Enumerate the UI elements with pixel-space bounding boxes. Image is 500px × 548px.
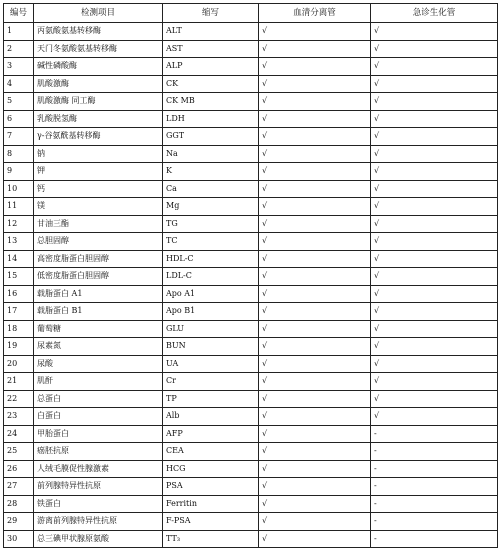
cell-number: 23: [4, 408, 34, 426]
cell-abbreviation: Apo B1: [163, 303, 259, 321]
table-row: [4, 285, 498, 303]
cell-number: 30: [4, 530, 34, 548]
cell-test-item: 肌酸激酶 同工酶: [34, 93, 163, 111]
table-row: [4, 250, 498, 268]
cell-emergency-tube-mark: -: [371, 513, 498, 531]
cell-number: 15: [4, 268, 34, 286]
table-row: [4, 93, 498, 111]
cell-emergency-tube-mark: √: [371, 198, 498, 216]
table-row: [4, 408, 498, 426]
cell-abbreviation: Na: [163, 145, 259, 163]
cell-emergency-tube-mark: √: [371, 215, 498, 233]
cell-abbreviation: HDL-C: [163, 250, 259, 268]
cell-emergency-tube-mark: -: [371, 443, 498, 461]
cell-serum-tube-mark: √: [259, 530, 371, 548]
header-test-item: 检测项目: [34, 4, 163, 23]
cell-serum-tube-mark: √: [259, 338, 371, 356]
cell-abbreviation: Alb: [163, 408, 259, 426]
table-row: [4, 390, 498, 408]
cell-test-item: 总蛋白: [34, 390, 163, 408]
table-row: [4, 530, 498, 548]
cell-test-item: 碱性磷酸酶: [34, 58, 163, 76]
cell-serum-tube-mark: √: [259, 180, 371, 198]
cell-emergency-tube-mark: √: [371, 180, 498, 198]
cell-test-item: 癌胚抗原: [34, 443, 163, 461]
cell-serum-tube-mark: √: [259, 408, 371, 426]
cell-serum-tube-mark: √: [259, 215, 371, 233]
cell-abbreviation: K: [163, 163, 259, 181]
cell-number: 13: [4, 233, 34, 251]
cell-test-item: 载脂蛋白 B1: [34, 303, 163, 321]
cell-emergency-tube-mark: √: [371, 110, 498, 128]
cell-emergency-tube-mark: √: [371, 40, 498, 58]
cell-serum-tube-mark: √: [259, 478, 371, 496]
cell-number: 2: [4, 40, 34, 58]
cell-abbreviation: Ferritin: [163, 495, 259, 513]
cell-number: 18: [4, 320, 34, 338]
cell-serum-tube-mark: √: [259, 128, 371, 146]
table-row: [4, 145, 498, 163]
cell-emergency-tube-mark: √: [371, 163, 498, 181]
cell-test-item: 钾: [34, 163, 163, 181]
table-row: [4, 180, 498, 198]
cell-abbreviation: CEA: [163, 443, 259, 461]
cell-emergency-tube-mark: √: [371, 233, 498, 251]
table-header-row: [4, 4, 498, 23]
table-row: [4, 373, 498, 391]
table-row: [4, 320, 498, 338]
cell-test-item: 乳酸脱氢酶: [34, 110, 163, 128]
cell-abbreviation: ALP: [163, 58, 259, 76]
cell-abbreviation: TT₃: [163, 530, 259, 548]
table-row: [4, 40, 498, 58]
cell-test-item: 天门冬氨酸氨基转移酶: [34, 40, 163, 58]
cell-test-item: 人绒毛膜促性腺激素: [34, 460, 163, 478]
cell-abbreviation: LDL-C: [163, 268, 259, 286]
cell-abbreviation: Cr: [163, 373, 259, 391]
cell-test-item: 前列腺特异性抗原: [34, 478, 163, 496]
cell-serum-tube-mark: √: [259, 93, 371, 111]
cell-serum-tube-mark: √: [259, 58, 371, 76]
cell-number: 11: [4, 198, 34, 216]
cell-test-item: 肌酐: [34, 373, 163, 391]
table-row: [4, 303, 498, 321]
table-row: [4, 58, 498, 76]
table-row: [4, 478, 498, 496]
cell-emergency-tube-mark: √: [371, 285, 498, 303]
cell-abbreviation: F-PSA: [163, 513, 259, 531]
cell-serum-tube-mark: √: [259, 390, 371, 408]
cell-number: 9: [4, 163, 34, 181]
table-row: [4, 23, 498, 41]
cell-emergency-tube-mark: √: [371, 320, 498, 338]
cell-test-item: 白蛋白: [34, 408, 163, 426]
cell-number: 14: [4, 250, 34, 268]
cell-serum-tube-mark: √: [259, 373, 371, 391]
cell-number: 3: [4, 58, 34, 76]
cell-serum-tube-mark: √: [259, 145, 371, 163]
header-number: 编号: [4, 4, 34, 23]
table-row: [4, 163, 498, 181]
cell-test-item: γ-谷氨酰基转移酶: [34, 128, 163, 146]
document-page: [3, 3, 497, 548]
cell-emergency-tube-mark: √: [371, 58, 498, 76]
cell-serum-tube-mark: √: [259, 110, 371, 128]
cell-abbreviation: GLU: [163, 320, 259, 338]
cell-number: 17: [4, 303, 34, 321]
table-row: [4, 513, 498, 531]
cell-emergency-tube-mark: √: [371, 303, 498, 321]
cell-emergency-tube-mark: √: [371, 408, 498, 426]
cell-number: 27: [4, 478, 34, 496]
cell-serum-tube-mark: √: [259, 460, 371, 478]
cell-abbreviation: PSA: [163, 478, 259, 496]
cell-emergency-tube-mark: -: [371, 495, 498, 513]
cell-abbreviation: HCG: [163, 460, 259, 478]
cell-test-item: 肌酸激酶: [34, 75, 163, 93]
cell-number: 26: [4, 460, 34, 478]
cell-number: 19: [4, 338, 34, 356]
header-emergency-biochem-tube: 急诊生化管: [371, 4, 498, 23]
table-row: [4, 495, 498, 513]
table-row: [4, 425, 498, 443]
cell-serum-tube-mark: √: [259, 495, 371, 513]
cell-number: 16: [4, 285, 34, 303]
table-row: [4, 128, 498, 146]
cell-test-item: 总胆固醇: [34, 233, 163, 251]
cell-test-item: 载脂蛋白 A1: [34, 285, 163, 303]
cell-test-item: 尿素氮: [34, 338, 163, 356]
cell-test-item: 丙氨酸氨基转移酶: [34, 23, 163, 41]
cell-abbreviation: Ca: [163, 180, 259, 198]
table-row: [4, 75, 498, 93]
cell-serum-tube-mark: √: [259, 425, 371, 443]
cell-serum-tube-mark: √: [259, 198, 371, 216]
cell-serum-tube-mark: √: [259, 355, 371, 373]
cell-serum-tube-mark: √: [259, 163, 371, 181]
cell-abbreviation: CK MB: [163, 93, 259, 111]
cell-test-item: 甘油三酯: [34, 215, 163, 233]
cell-number: 28: [4, 495, 34, 513]
cell-number: 12: [4, 215, 34, 233]
cell-number: 6: [4, 110, 34, 128]
cell-number: 1: [4, 23, 34, 41]
cell-abbreviation: LDH: [163, 110, 259, 128]
cell-emergency-tube-mark: √: [371, 373, 498, 391]
cell-number: 21: [4, 373, 34, 391]
table-row: [4, 460, 498, 478]
cell-serum-tube-mark: √: [259, 443, 371, 461]
cell-test-item: 低密度脂蛋白胆固醇: [34, 268, 163, 286]
cell-abbreviation: Apo A1: [163, 285, 259, 303]
cell-test-item: 葡萄糖: [34, 320, 163, 338]
table-row: [4, 233, 498, 251]
cell-serum-tube-mark: √: [259, 285, 371, 303]
cell-abbreviation: AFP: [163, 425, 259, 443]
table-row: [4, 215, 498, 233]
cell-emergency-tube-mark: √: [371, 338, 498, 356]
cell-number: 10: [4, 180, 34, 198]
test-tube-table: [3, 3, 498, 548]
header-abbreviation: 缩写: [163, 4, 259, 23]
cell-number: 4: [4, 75, 34, 93]
cell-emergency-tube-mark: -: [371, 478, 498, 496]
cell-abbreviation: ALT: [163, 23, 259, 41]
cell-number: 8: [4, 145, 34, 163]
cell-test-item: 铁蛋白: [34, 495, 163, 513]
cell-emergency-tube-mark: √: [371, 250, 498, 268]
cell-test-item: 游离前列腺特异性抗原: [34, 513, 163, 531]
cell-serum-tube-mark: √: [259, 23, 371, 41]
cell-test-item: 钠: [34, 145, 163, 163]
cell-serum-tube-mark: √: [259, 75, 371, 93]
cell-test-item: 总三碘甲状腺原氨酸: [34, 530, 163, 548]
cell-serum-tube-mark: √: [259, 250, 371, 268]
cell-emergency-tube-mark: √: [371, 75, 498, 93]
cell-abbreviation: TG: [163, 215, 259, 233]
cell-emergency-tube-mark: √: [371, 268, 498, 286]
cell-abbreviation: GGT: [163, 128, 259, 146]
table-row: [4, 443, 498, 461]
table-row: [4, 338, 498, 356]
table-row: [4, 198, 498, 216]
table-row: [4, 355, 498, 373]
cell-emergency-tube-mark: √: [371, 128, 498, 146]
cell-number: 25: [4, 443, 34, 461]
cell-emergency-tube-mark: -: [371, 530, 498, 548]
cell-test-item: 甲胎蛋白: [34, 425, 163, 443]
cell-emergency-tube-mark: √: [371, 355, 498, 373]
cell-serum-tube-mark: √: [259, 233, 371, 251]
table-row: [4, 110, 498, 128]
cell-test-item: 高密度脂蛋白胆固醇: [34, 250, 163, 268]
cell-number: 20: [4, 355, 34, 373]
cell-serum-tube-mark: √: [259, 40, 371, 58]
cell-number: 5: [4, 93, 34, 111]
cell-serum-tube-mark: √: [259, 320, 371, 338]
cell-serum-tube-mark: √: [259, 513, 371, 531]
cell-emergency-tube-mark: √: [371, 390, 498, 408]
cell-test-item: 钙: [34, 180, 163, 198]
cell-abbreviation: BUN: [163, 338, 259, 356]
cell-serum-tube-mark: √: [259, 303, 371, 321]
cell-number: 7: [4, 128, 34, 146]
cell-test-item: 镁: [34, 198, 163, 216]
cell-number: 29: [4, 513, 34, 531]
cell-number: 24: [4, 425, 34, 443]
cell-abbreviation: TP: [163, 390, 259, 408]
cell-emergency-tube-mark: √: [371, 145, 498, 163]
cell-abbreviation: CK: [163, 75, 259, 93]
cell-emergency-tube-mark: √: [371, 93, 498, 111]
cell-abbreviation: UA: [163, 355, 259, 373]
cell-emergency-tube-mark: -: [371, 460, 498, 478]
table-row: [4, 268, 498, 286]
cell-serum-tube-mark: √: [259, 268, 371, 286]
cell-abbreviation: AST: [163, 40, 259, 58]
cell-abbreviation: Mg: [163, 198, 259, 216]
cell-emergency-tube-mark: -: [371, 425, 498, 443]
cell-test-item: 尿酸: [34, 355, 163, 373]
cell-number: 22: [4, 390, 34, 408]
header-serum-separator-tube: 血清分离管: [259, 4, 371, 23]
table-body: [4, 23, 498, 548]
cell-abbreviation: TC: [163, 233, 259, 251]
cell-emergency-tube-mark: √: [371, 23, 498, 41]
